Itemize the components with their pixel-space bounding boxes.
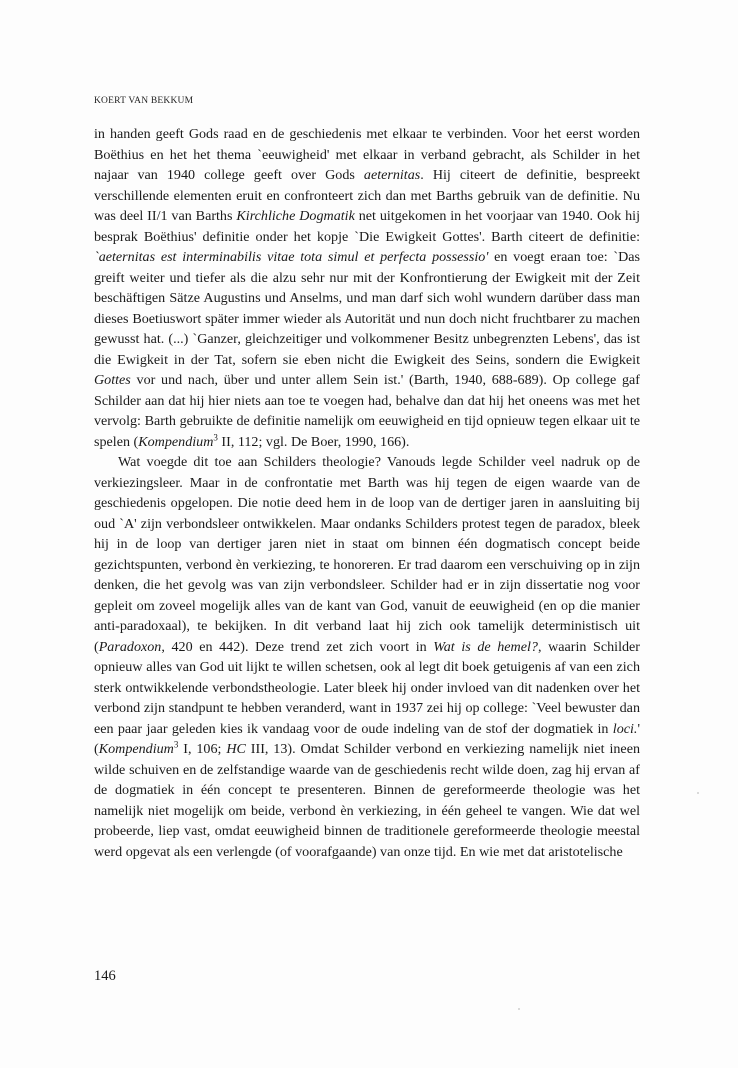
text-run: en voegt eraan toe: `Das greift weiter und tiefer als die alzu sehr nur mit der Konfrontierung der Ewigkeit mit der Zeit beschäftigen Sätze Augustins und Anselms, und man darf sich wohl wundern darüber dass man dieses Boetiuswort später immer wieder als Autorität und nun doch nicht fruchtbarer zu machen gewusst hat. (...) `Ganzer, gleichzeitiger und volkommener Besitz unbegrenzten Lebens', das ist die Ewigkeit in der Tat, sofern sie eben nicht die Ewigkeit des Seins, sondern die Ewigkeit (94, 249, 640, 368)
superscript-edition: 3 (213, 431, 218, 442)
paragraph (94, 124, 640, 452)
text-run: net uitgekomen in het voorjaar van 1940. Ook hij besprak Boëthius' definitie onder het kopje `Die Ewigkeit Gottes'. Barth citeert de definitie: (94, 208, 640, 245)
text-run: II, 112; vgl. De Boer, 1990, 166). (217, 433, 410, 450)
text-run: Wat voegde dit toe aan Schilders theologie? Vanouds legde Schilder veel nadruk op de verkiezingsleer. Maar in de confrontatie met Barth was hij tegen de eigen waarde van de geschiedenis opgelopen. Die notie deed hem in de loop van de dertiger jaren in aansluiting bij oud `A' zijn verbondsleer ontwikkelen. Maar ondanks Schilders protest tegen de paradox, bleek hij in de loop van dertiger jaren niet in staat om binnen één dogmatisch concept beide gezichtspunten, verbond èn verkiezing, te honoreren. Er trad daarom een verschuiving op in zijn denken, die het gevolg was van zijn verbondsleer. Schilder had er in zijn dissertatie nog voor gepleit om zoveel mogelijk alles van de kant van God, vanuit de eeuwigheid (en op die manier anti-paradoxaal), te bekijken. In dit verband laat hij zich ook tamelijk deterministisch uit ( (94, 454, 640, 655)
text-run: I, 106; (178, 741, 227, 757)
italic-term: loci. (612, 720, 638, 737)
body-text (94, 124, 640, 862)
italic-term: HC (226, 741, 246, 757)
italic-term: Gottes (94, 372, 131, 388)
text-run: ' ( (94, 720, 640, 757)
scan-speck (697, 792, 699, 794)
superscript-edition: 3 (173, 739, 179, 750)
italic-term: aeternitas (363, 167, 421, 183)
italic-term: Paradoxon (98, 638, 162, 655)
page-number: 146 (94, 968, 116, 984)
running-header: KOERT VAN BEKKUM (94, 96, 194, 106)
text-run: in handen geeft Gods raad en de geschiedenis met elkaar te verbinden. Voor het eerst worden Boëthius en het het thema `eeuwigheid' met elkaar in verband gebracht, als Schilder in het najaar van 1940 college geeft over Gods (94, 126, 640, 183)
italic-term: `aeternitas est interminabilis vitae tota simul et perfecta possessio' (94, 249, 489, 265)
text-run: , 420 en 442). Deze trend zet zich voort in (161, 638, 434, 655)
text-run: vor und nach, über und unter allem Sein ist.' (Barth, 1940, 688-689). Op college gaf Schilder aan dat hij hier niets aan toe te voegen had, behalve dan dat hij het oneens was met het vervolg: Barth gebruikte de definitie namelijk om eeuwigheid en tijd opnieuw tegen elkaar uit te spelen ( (94, 372, 640, 450)
paragraph (94, 452, 640, 862)
italic-term: Kompendium (98, 741, 174, 757)
text-run: . Hij citeert de definitie, bespreekt verschillende elementen eruit en confronteert zich dan met Barths gebruik van de definitie. Nu was deel II/1 van Barths (94, 167, 640, 224)
text-run: , waarin Schilder opnieuw alles van God uit lijkt te willen schetsen, ook al legt dit boek getuigenis af van een zich sterk ontwikkelende verbondstheologie. Later bleek hij onder invloed van dit nadenken over het verbond zijn standpunt te hebben veranderd, want in 1937 zei hij op college: `Veel bewuster dan een paar jaar geleden kies ik vandaag voor de oude indeling van de stof der dogmatiek in (94, 638, 640, 737)
text-run: III, 13). Omdat Schilder verbond en verkiezing namelijk niet ineen wilde schuiven en de zelfstandige waarde van de geschiedenis recht wilde doen, zag hij ervan af de dogmatiek in één concept te presenteren. Binnen de gereformeerde theologie was het namelijk niet mogelijk om beide, verbond èn verkiezing, in één geheel te vangen. Wie dat wel probeerde, liep vast, omdat eeuwigheid binnen de traditionele gereformeerde theologie meestal werd opgevat als een verlengde (of voorafgaande) van onze tijd. En wie met dat aristotelische (94, 741, 640, 860)
italic-term: Wat is de hemel? (433, 638, 538, 655)
italic-term: Kompendium (138, 433, 214, 450)
italic-term: Kirchliche Dogmatik (236, 208, 355, 224)
scan-speck (518, 1008, 520, 1010)
